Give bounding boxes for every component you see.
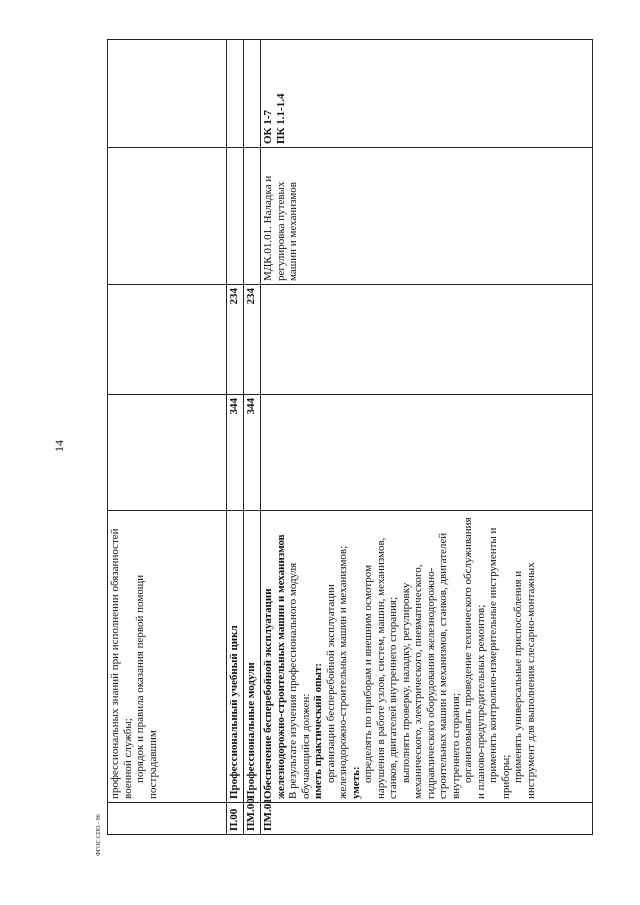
- req-hours-cell: [108, 285, 227, 395]
- competence-codes: ОК 1-7 ПК 1.1-1.4: [261, 40, 593, 148]
- discipline-cell: [108, 148, 227, 285]
- row-code: [108, 803, 227, 835]
- row-title: Профессиональные модули: [244, 511, 261, 803]
- row-code: ПМ.01: [261, 803, 593, 835]
- row-code: П.00: [227, 803, 244, 835]
- table-row: [244, 40, 261, 835]
- discipline-name: МДК.01.01. Наладка и регулировка путевых машин и механизмов: [261, 148, 593, 285]
- max-hours-cell: [108, 395, 227, 511]
- row-title: Профессиональный учебный цикл: [227, 511, 244, 803]
- table-row: [227, 40, 244, 835]
- module-title: Обеспечение бесперебойной эксплуатации железнодорожно-строительных машин и механизмов: [262, 534, 287, 799]
- req-hours: 234: [227, 285, 244, 395]
- row-content: Обеспечение бесперебойной эксплуатации железнодорожно-строительных машин и механизмов В результате изучения профессионального модуля обучающийся должен: иметь практический опыт: организации бесперебойной эксплуатации железнодорожно-строительных машин и механизмов; уметь: определять по приборам и внешним осмотром нарушения в работе узлов, систем, машин, механизмов, станков, двигателей внутреннего сгорания; выполнять проверку, наладку, регулировку механического, электрического, пневматического, гидравлического оборудования железнодорожно-строительных машин и механизмов, станков, двигателей внутреннего сгорания; организовывать проведение технического обслуживания и планово-предупредительных ремонтов; применять контрольно-измерительные инструменты и приборы; применять универсальные приспособления и инструмент для выполнения слесарно-монтажных: [261, 511, 593, 803]
- table-row: [108, 40, 227, 835]
- row-content: профессиональных знаний при исполнении обязанностей военной службы; порядок и правила оказания первой помощи пострадавшим: [108, 511, 227, 803]
- page-number: 14: [52, 440, 66, 452]
- max-hours: 344: [244, 395, 261, 511]
- curriculum-table: [107, 39, 593, 835]
- req-hours: 234: [244, 285, 261, 395]
- rotated-page: [107, 40, 593, 835]
- footer-code: ФГОС СПО - 06: [96, 814, 102, 856]
- row-code: ПМ.00: [244, 803, 261, 835]
- table-row: [261, 40, 593, 835]
- max-hours: 344: [227, 395, 244, 511]
- competence-cell: [108, 40, 227, 148]
